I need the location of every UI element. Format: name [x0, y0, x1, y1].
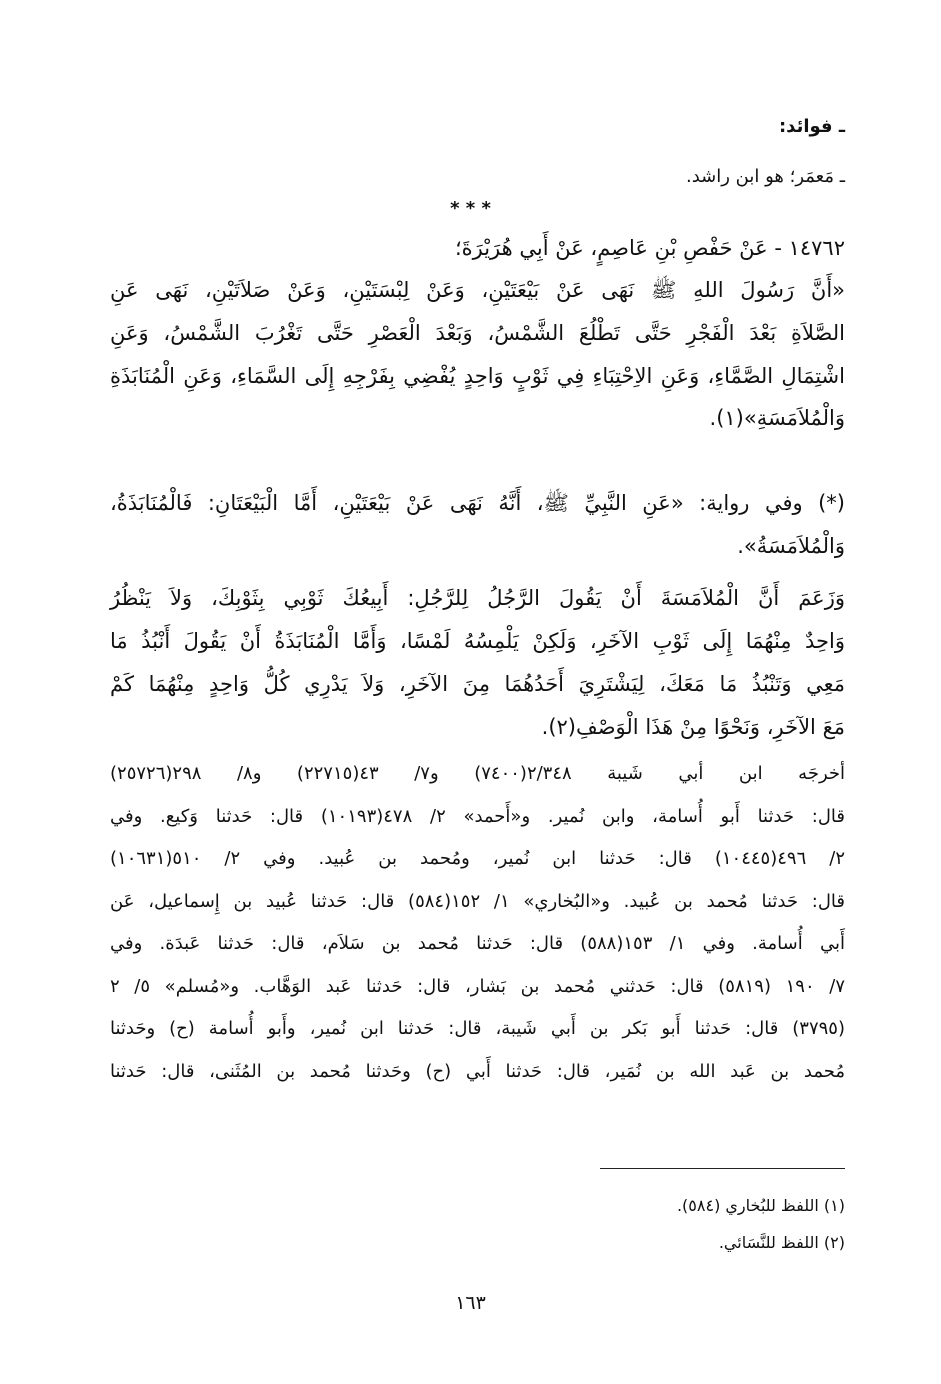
riwaya-line: وَالْمُلاَمَسَةُ». — [737, 534, 845, 558]
hadith-text-line: وَالْمُلاَمَسَةِ»(١). — [709, 406, 845, 430]
hadith-header: ١٤٧٦٢ - عَنْ حَفْصِ بْنِ عَاصِمٍ، عَنْ أَبِي هُرَيْرَةَ؛ — [454, 236, 845, 260]
hadith-text-line: «أَنَّ رَسُولَ اللهِ ﷺ نَهَى عَنْ بَيْعَتَيْنِ، وَعَنْ لِبْسَتَيْنِ، وَعَنْ صَلاَتَيْنِ، نَهَى عَنِ — [110, 278, 845, 302]
benefits-note: ـ مَعمَر؛ هو ابن راشد. — [686, 166, 845, 187]
benefits-heading: ـ فوائد: — [778, 116, 845, 137]
explanation-line: مَعَ الآخَرِ، وَنَحْوًا مِنْ هَذَا الْوَصْفِ(٢). — [541, 715, 845, 739]
takhrij-line: أَبي أُسامة. وفي ١/ ١٥٣(٥٨٨) قال: حَدثنا مُحمد بن سَلاَم، قال: حَدثنا عَبدَة. وفي — [110, 933, 845, 954]
footnote: (١) اللفظ للبُخاري (٥٨٤). — [676, 1196, 845, 1215]
section-separator: * * * — [450, 198, 491, 219]
takhrij-line: ٧/ ١٩٠ (٥٨١٩) قال: حَدثني مُحمد بن بَشار، قال: حَدثنا عَبد الوَهَّاب. و«مُسلم» ٥/ ٢ — [110, 976, 845, 997]
explanation-line: وَاحِدٌ مِنْهُمَا إِلَى ثَوْبِ الآخَرِ، وَلَكِنْ يَلْمِسُهُ لَمْسًا، وَأَمَّا الْمُنَابَذَةُ أَنْ يَقُولَ أَنْبُذُ مَا — [110, 629, 845, 653]
takhrij-line: (٣٧٩٥) قال: حَدثنا أَبو بَكر بن أَبي شَيبة، قال: حَدثنا ابن نُمير، وأَبو أُسامة (ح) وحَدثنا — [110, 1018, 845, 1039]
footnote-rule — [600, 1168, 845, 1169]
hadith-text-line: اشْتِمَالِ الصَّمَّاءِ، وَعَنِ الاِحْتِبَاءِ فِي ثَوْبٍ وَاحِدٍ يُفْضِي بِفَرْجِهِ إِلَى السَّمَاءِ، وَعَنِ الْمُنَابَذَةِ — [110, 364, 845, 388]
takhrij-line: أخرجَه ابن أبي شَيبة ٢/٣٤٨(٧٤٠٠) و٧/ ٤٣(٢٢٧١٥) و٨/ ٢٩٨(٢٥٧٢٦) — [110, 763, 846, 784]
page-number: ١٦٣ — [455, 1292, 486, 1314]
takhrij-line: مُحمد بن عَبد الله بن نُمَير، قال: حَدثنا أَبي (ح) وحَدثنا مُحمد بن المُثَنى، قال: حَدثنا — [110, 1061, 845, 1082]
hadith-text-line: الصَّلاَةِ بَعْدَ الْفَجْرِ حَتَّى تَطْلُعَ الشَّمْسُ، وَبَعْدَ الْعَصْرِ حَتَّى تَغْرُبَ الشَّمْسُ، وَعَنِ — [110, 321, 845, 345]
riwaya-line: (*) وفي رواية: «عَنِ النَّبِيِّ ﷺ، أَنَّهُ نَهَى عَنْ بَيْعَتَيْنِ، أَمَّا الْبَيْعَتَانِ: فَالْمُنَابَذَةُ، — [110, 491, 845, 515]
takhrij-line: ٢/ ٤٩٦(١٠٤٤٥) قال: حَدثنا ابن نُمير، ومُحمد بن عُبيد. وفي ٢/ ٥١٠(١٠٦٣١) — [110, 848, 845, 869]
explanation-line: مَعِي وَتَنْبُذُ مَا مَعَكَ، لِيَشْتَرِيَ أَحَدُهُمَا مِنَ الآخَرِ، وَلاَ يَدْرِي كُلُّ وَاحِدٍ مِنْهُمَا كَمْ — [110, 672, 845, 696]
explanation-line: وَزَعَمَ أَنَّ الْمُلاَمَسَةَ أَنْ يَقُولَ الرَّجُلُ لِلرَّجُلِ: أَبِيعُكَ ثَوْبِي بِثَوْبِكَ، وَلاَ يَنْظُرُ — [110, 586, 845, 610]
footnote: (٢) اللفظ للنَّسَائي. — [718, 1233, 845, 1252]
takhrij-line: قال: حَدثنا مُحمد بن عُبيد. و«البُخاري» ١/ ١٥٢(٥٨٤) قال: حَدثنا عُبيد بن إِسماعيل، عَن — [110, 891, 845, 912]
takhrij-line: قال: حَدثنا أَبو أُسامة، وابن نُمير. و«أَحمد» ٢/ ٤٧٨(١٠١٩٣) قال: حَدثنا وَكيع. وفي — [110, 806, 846, 827]
